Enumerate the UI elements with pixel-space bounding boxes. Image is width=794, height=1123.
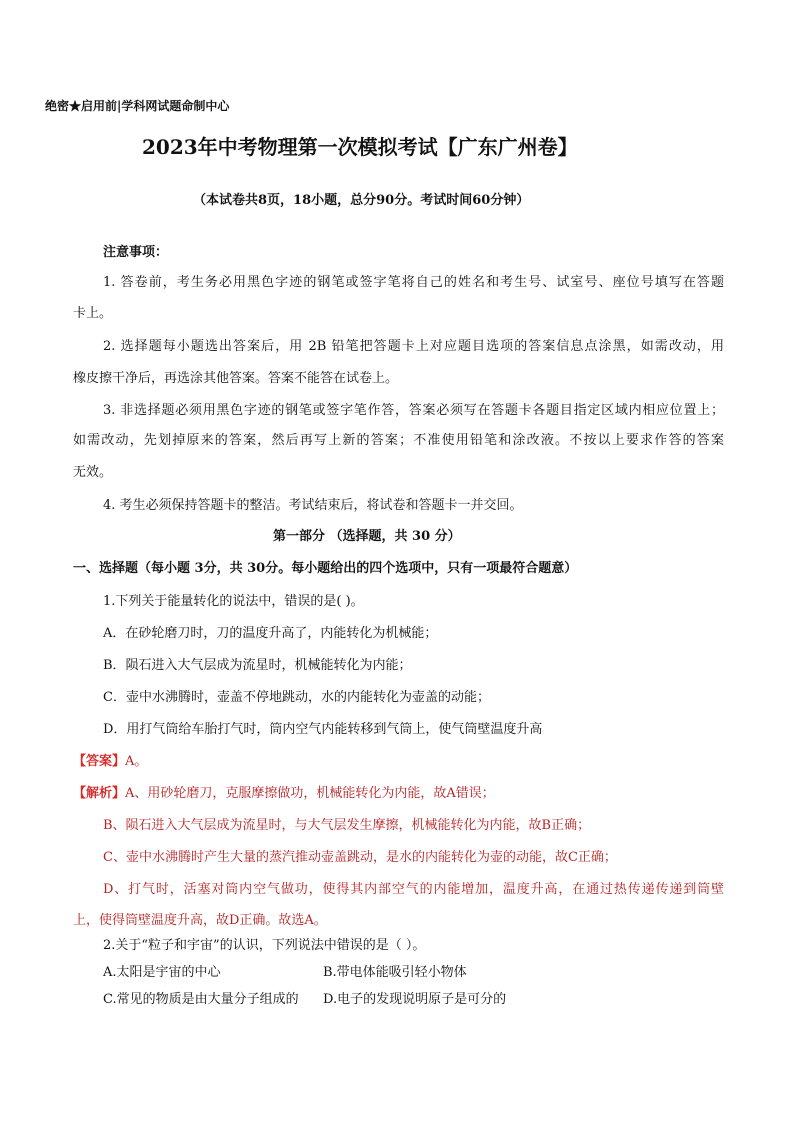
- notice-item-3-line-3: 无效。: [73, 465, 113, 480]
- q2-stem: 2.关于“粒子和宇宙”的认识，下列说法中错误的是（ ）。: [103, 938, 426, 953]
- notice-heading: 注意事项：: [103, 245, 169, 260]
- notice-item-2-line-1: 2. 选择题每小题选出答案后，用 2B 铅笔把答题卡上对应题目选项的答案信息点涂黑，如需改动，用: [103, 339, 724, 354]
- section-heading: 一、选择题（每小题 3分，共 30分。每小题给出的四个选项中，只有一项最符合题意）: [73, 561, 578, 576]
- exam-subtitle: （本试卷共8页，18小题，总分90分。考试时间60分钟）: [193, 193, 530, 208]
- q1-analysis-line-d2: 上，使得筒壁温度升高，故D正确。故选A。: [73, 913, 327, 928]
- confidential-label: 绝密★启用前|学科网试题命制中心: [45, 99, 230, 113]
- q2-option-b: B.带电体能吸引轻小物体: [323, 965, 467, 980]
- notice-item-1-line-1: 1. 答卷前，考生务必用黑色字迹的钢笔或签字笔将自己的姓名和考生号、试室号、座位号填写在答题: [103, 275, 724, 290]
- q1-answer: [73, 753, 147, 771]
- notice-item-2-line-2: 橡皮擦干净后，再选涂其他答案。答案不能答在试卷上。: [73, 371, 399, 386]
- notice-item-4: 4. 考生必须保持答题卡的整洁。考试结束后，将试卷和答题卡一并交回。: [103, 498, 523, 513]
- answer-value: A。: [125, 754, 148, 769]
- q1-analysis-line-a: [73, 785, 495, 803]
- q1-analysis-line-b: B、陨石进入大气层成为流星时，与大气层发生摩擦，机械能转化为内能，故B正确；: [103, 818, 591, 833]
- q1-option-c: C．壶中水沸腾时，壶盖不停地跳动，水的内能转化为壶盖的动能；: [103, 690, 490, 705]
- part-one-heading: 第一部分 （选择题，共 30 分）: [273, 529, 461, 544]
- q2-option-d: D.电子的发现说明原子是可分的: [323, 992, 507, 1007]
- q2-option-c: C.常见的物质是由大量分子组成的: [103, 992, 299, 1007]
- exam-title: 2023年中考物理第一次模拟考试【广东广州卷】: [142, 135, 578, 159]
- answer-label: 【答案】: [73, 754, 126, 769]
- q1-analysis-line-c: C、壶中水沸腾时产生大量的蒸汽推动壶盖跳动，是水的内能转化为壶的动能，故C正确；: [103, 850, 617, 865]
- analysis-label: 【解析】: [73, 786, 126, 801]
- q1-stem: 1.下列关于能量转化的说法中，错误的是( )。: [103, 594, 364, 609]
- notice-item-3-line-2: 如需改动，先划掉原来的答案，然后再写上新的答案；不准使用铅笔和涂改液。不按以上要求作答的答案: [73, 433, 724, 448]
- q2-option-a: A.太阳是宇宙的中心: [103, 965, 221, 980]
- q1-option-d: D．用打气筒给车胎打气时，筒内空气内能转移到气筒上，使气筒壁温度升高: [103, 722, 543, 737]
- q1-analysis-line-d1: D、打气时，活塞对筒内空气做功，使得其内部空气的内能增加，温度升高，在通过热传递传递到筒壁: [103, 882, 724, 897]
- q1-option-a: A．在砂轮磨刀时，刀的温度升高了，内能转化为机械能；: [103, 626, 438, 641]
- analysis-text-a: A、用砂轮磨刀，克服摩擦做功，机械能转化为内能，故A错误；: [125, 786, 495, 801]
- q1-option-b: B．陨石进入大气层成为流星时，机械能转化为内能；: [103, 658, 412, 673]
- notice-item-3-line-1: 3. 非选择题必须用黑色字迹的钢笔或签字笔作答，答案必须写在答题卡各题目指定区域内相应位置上；: [103, 403, 724, 418]
- notice-item-1-line-2: 卡上。: [73, 306, 113, 321]
